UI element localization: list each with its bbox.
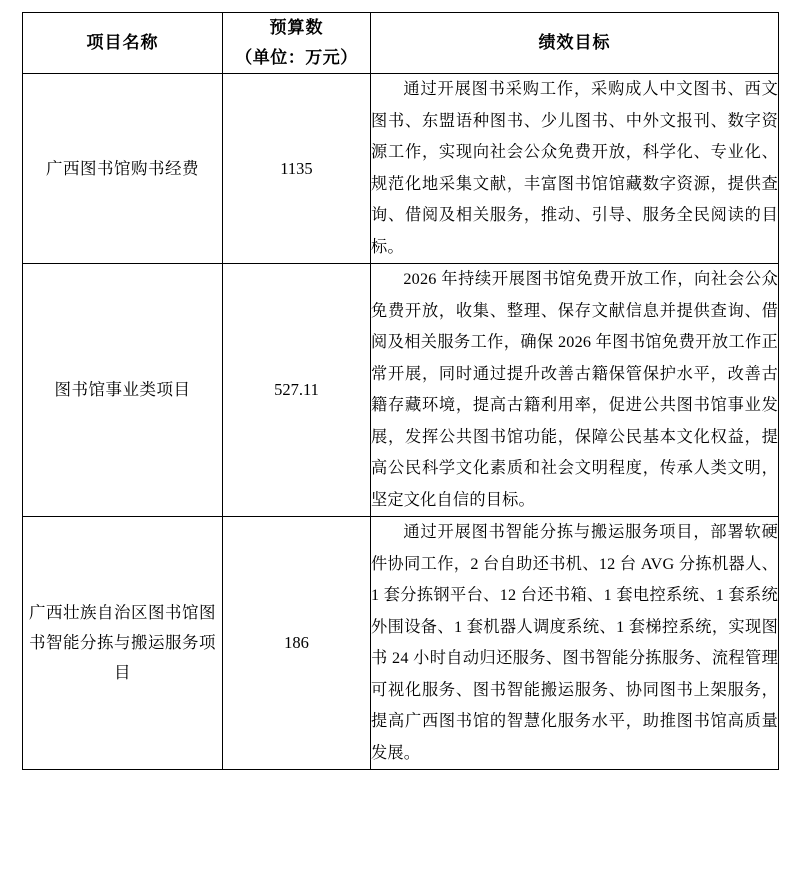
performance-goal-text: 2026 年持续开展图书馆免费开放工作，向社会公众免费开放，收集、整理、保存文献信息并提供查询、借阅及相关服务工作，确保 2026 年图书馆免费开放工作正常开展，同时通过提升改善古籍保管保护水平，改善古籍存藏环境，提高古籍利用率，促进公共图书馆事业发展，发挥公共图书馆功能，保障公民基本文化权益，提高公民科学文化素质和社会文明程度，传承人类文明，坚定文化自信的目标。: [371, 270, 778, 509]
cell-project-name: 广西壮族自治区图书馆图书智能分拣与搬运服务项目: [23, 517, 223, 770]
cell-budget-amount: 1135: [223, 74, 371, 264]
table-row: [23, 74, 779, 264]
budget-amount-unit: （单位：万元）: [235, 48, 358, 67]
performance-goal-text: 通过开展图书采购工作，采购成人中文图书、西文图书、东盟语种图书、少儿图书、中外文报刊、数字资源工作，实现向社会公众免费开放，科学化、专业化、规范化地采集文献，丰富图书馆馆藏数字资源，提供查询、借阅及相关服务，推动、引导、服务全民阅读的目标。: [371, 80, 778, 256]
budget-performance-table: [22, 12, 779, 770]
table-row: [23, 517, 779, 770]
performance-goal-text: 通过开展图书智能分拣与搬运服务项目，部署软硬件协同工作，2 台自助还书机、12 台 AVG 分拣机器人、1 套分拣钢平台、12 台还书箱、1 套电控系统、1 套系统外围设备、1 套机器人调度系统、1 套梯控系统，实现图书 24 小时自动归还服务、图书智能分拣服务、流程管理可视化服务、图书智能搬运服务、协同图书上架服务，提高广西图书馆的智慧化服务水平，助推图书馆高质量发展。: [371, 523, 778, 762]
column-header-performance-goal: 绩效目标: [371, 13, 779, 74]
table-body: [23, 74, 779, 770]
table-row: [23, 264, 779, 517]
column-header-budget-amount: [223, 13, 371, 74]
cell-performance-goal: [371, 74, 779, 264]
cell-budget-amount: 186: [223, 517, 371, 770]
cell-performance-goal: [371, 264, 779, 517]
cell-budget-amount: 527.11: [223, 264, 371, 517]
cell-performance-goal: [371, 517, 779, 770]
table-header: [23, 13, 779, 74]
cell-project-name: 图书馆事业类项目: [23, 264, 223, 517]
column-header-project-name: 项目名称: [23, 13, 223, 74]
budget-amount-label: 预算数: [269, 18, 324, 37]
cell-project-name: 广西图书馆购书经费: [23, 74, 223, 264]
table-header-row: [23, 13, 779, 74]
